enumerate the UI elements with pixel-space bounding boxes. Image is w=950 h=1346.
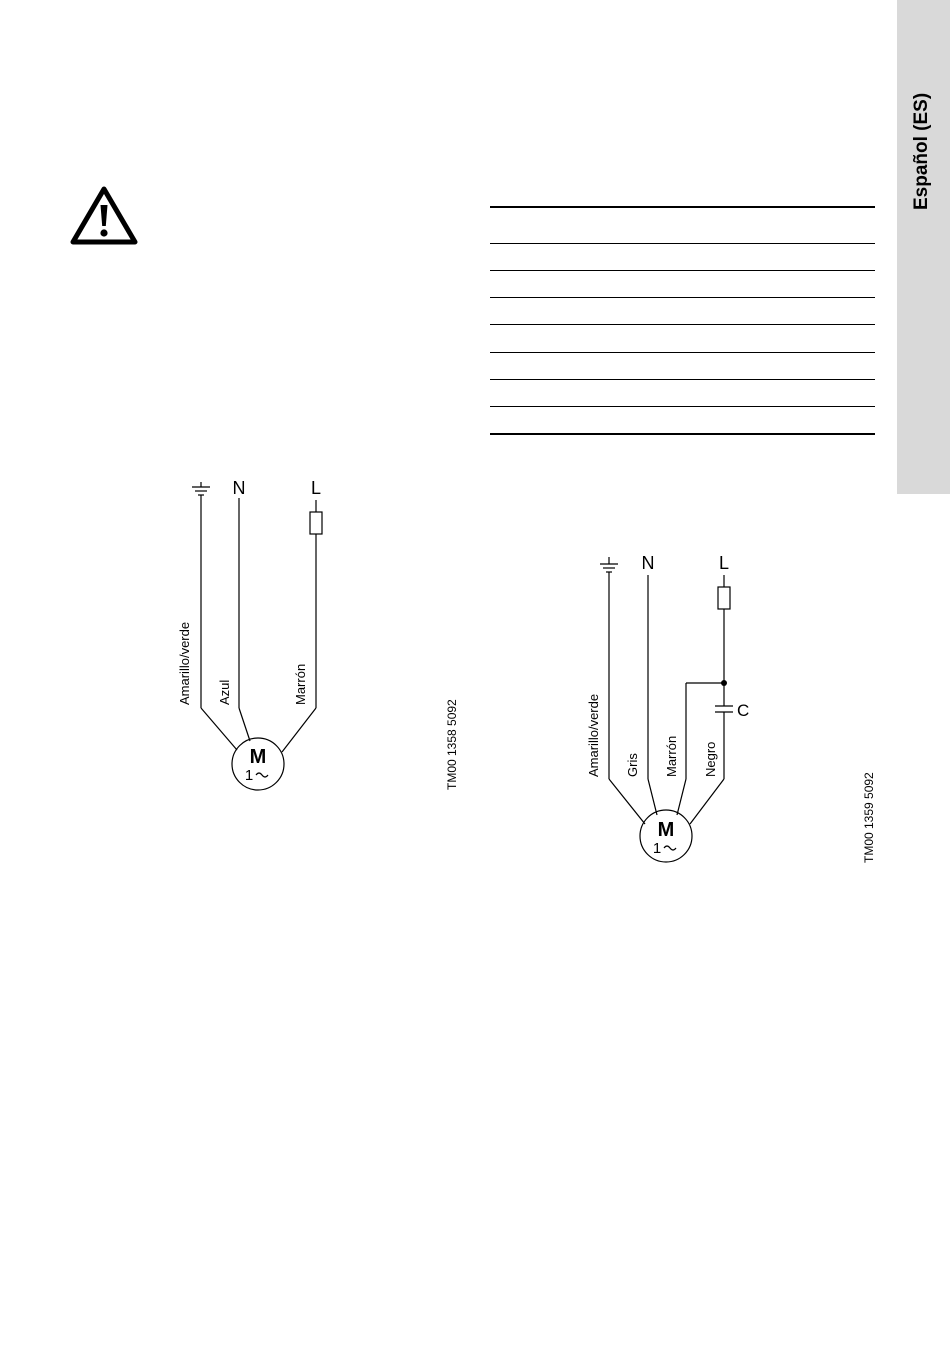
terminal-l-label: L [310,478,322,498]
brown-wire [677,779,686,815]
wire-line-label: Marrón [664,735,679,777]
reference-code-2: TM00 1359 5092 [862,772,876,863]
motor-phase-label: 1 [652,840,662,857]
wire-ground-label: Amarillo/verde [177,621,192,705]
ground-wire [609,779,645,824]
terminal-n-label: N [232,478,246,498]
wire-neutral-label: Gris [625,753,640,777]
wire-line-label: Marrón [293,663,308,705]
wire-aux-label: Negro [703,741,718,777]
terminal-l-label: L [718,553,730,573]
motor-label: M [657,819,675,841]
motor-phase-label: 1 [244,767,254,784]
junction-dot [721,680,727,686]
neutral-wire [648,779,657,815]
reference-code-1: TM00 1358 5092 [445,699,459,790]
terminal-n-label: N [641,553,655,573]
ground-icon [600,557,618,572]
ac-tilde-icon [664,846,676,850]
fuse-icon [718,587,730,609]
wire-neutral-label: Azul [217,679,232,705]
black-wire [690,779,724,824]
wire-ground-label: Amarillo/verde [586,693,601,777]
motor-label: M [249,746,267,768]
capacitor-label: C [737,701,750,720]
language-tab-label: Español (ES) [911,92,932,210]
